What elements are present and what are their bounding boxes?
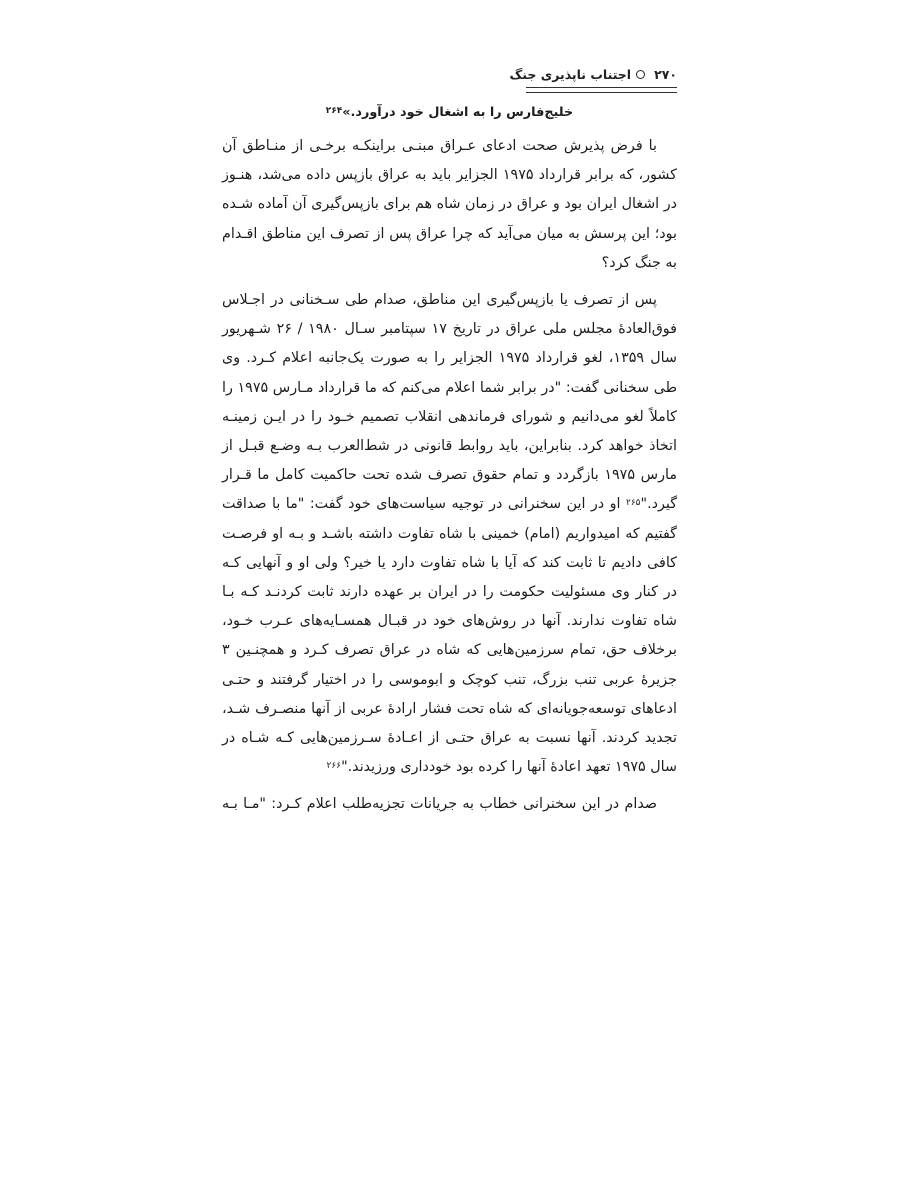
footnote-ref: ۲۶۶	[326, 761, 342, 772]
book-title: اجتناب ناپذیری جنگ	[509, 67, 632, 82]
footnote-ref: ۲۶۴	[325, 106, 343, 116]
paragraph-3: صدام در این سخنرانی خطاب به جریانات تجزیه‌طلب اعلام کـرد: "مـا بـه	[222, 796, 657, 813]
paragraph-2-part-b: او در این سخنرانی در توجیه سیاست‌های خود گفت: "ما با صداقت گفتیم که امیدواریم (امام) خمینی با شاه تفاوت داشته باشـد و بـه او فرصـت کافی دادیم تا ثابت کند که آیا با شاه تفاوت دارد یا خیر؟ ولی او و آنهایی کـه در کنار وی مسئولیت حکومت را در ایران بر عهده دارند ثابت کردنـد کـه بـا شاه تفاوت ندارند. آنها در روش‌های خود در قبـال همسـایه‌های عـرب خـود، برخلاف حق، تمام سرزمین‌هایی که شاه در عراق تصرف کـرد و همچنـین ۳ جزیرۀ عربی تنب بزرگ، تنب کوچک و ابوموسی را در اختیار گرفتند و حتـی ادعاهای توسعه‌جویانه‌ای که شاه تحت فشار ارادۀ عربی از آنها منصـرف شـد، تجدید کردند. آنها نسبت به عراق حتـی از اعـادۀ سـرزمین‌هایی کـه شـاه در سال ۱۹۷۵ تعهد اعادۀ آنها را کرده بود خودداری ورزیدند."	[222, 496, 677, 776]
body-text	[222, 102, 677, 828]
circle-separator-icon	[636, 70, 645, 79]
paragraph-2	[222, 286, 677, 782]
header-double-rule	[526, 87, 677, 93]
quote-continuation	[222, 102, 677, 124]
running-header	[222, 66, 677, 84]
quote-text: خلیج‌فارس را به اشغال خود درآورد.»	[342, 105, 574, 120]
page-number: ۲۷۰	[654, 67, 677, 82]
paragraph-1: با فرض پذیرش صحت ادعای عـراق مبنـی براینکـه برخـی از منـاطق آن کشور، که برابر قرارداد ۱۹۷۵ الجزایر باید به عراق بازپس داده می‌شد، هنـوز در اشغال ایران بود و عراق در زمان شاه هم برای بازپس‌گیری آن آماده شـده بود؛ این پرسش به میان می‌آید که چرا عراق پس از تصرف این مناطق اقـدام به جنگ کرد؟	[222, 138, 677, 271]
footnote-ref: ۲۶۵	[625, 498, 641, 509]
paragraph-2-part-a: پس از تصرف یا بازپس‌گیری این مناطق، صدام طی سـخنانی در اجـلاس فوق‌العادۀ مجلس ملی عراق در تاریخ ۱۷ سپتامبر سـال ۱۹۸۰ / ۲۶ شـهریور سال ۱۳۵۹، لغو قرارداد ۱۹۷۵ الجزایر را به صورت یک‌جانبه اعلام کـرد. وی طی سخنانی گفت: "در برابر شما اعلام می‌کنم که ما قرارداد مـارس ۱۹۷۵ را کاملاً لغو می‌دانیم و شورای فرماندهی انقلاب تصمیم خـود را در ایـن زمینـه اتخاذ خواهد کرد. بنابراین، باید روابط قانونی در شط‌العرب بـه وضـع قبـل از مارس ۱۹۷۵ بازگردد و تمام حقوق تصرف شده تحت حاکمیت کامل ما قـرار گیرد."	[222, 292, 678, 513]
